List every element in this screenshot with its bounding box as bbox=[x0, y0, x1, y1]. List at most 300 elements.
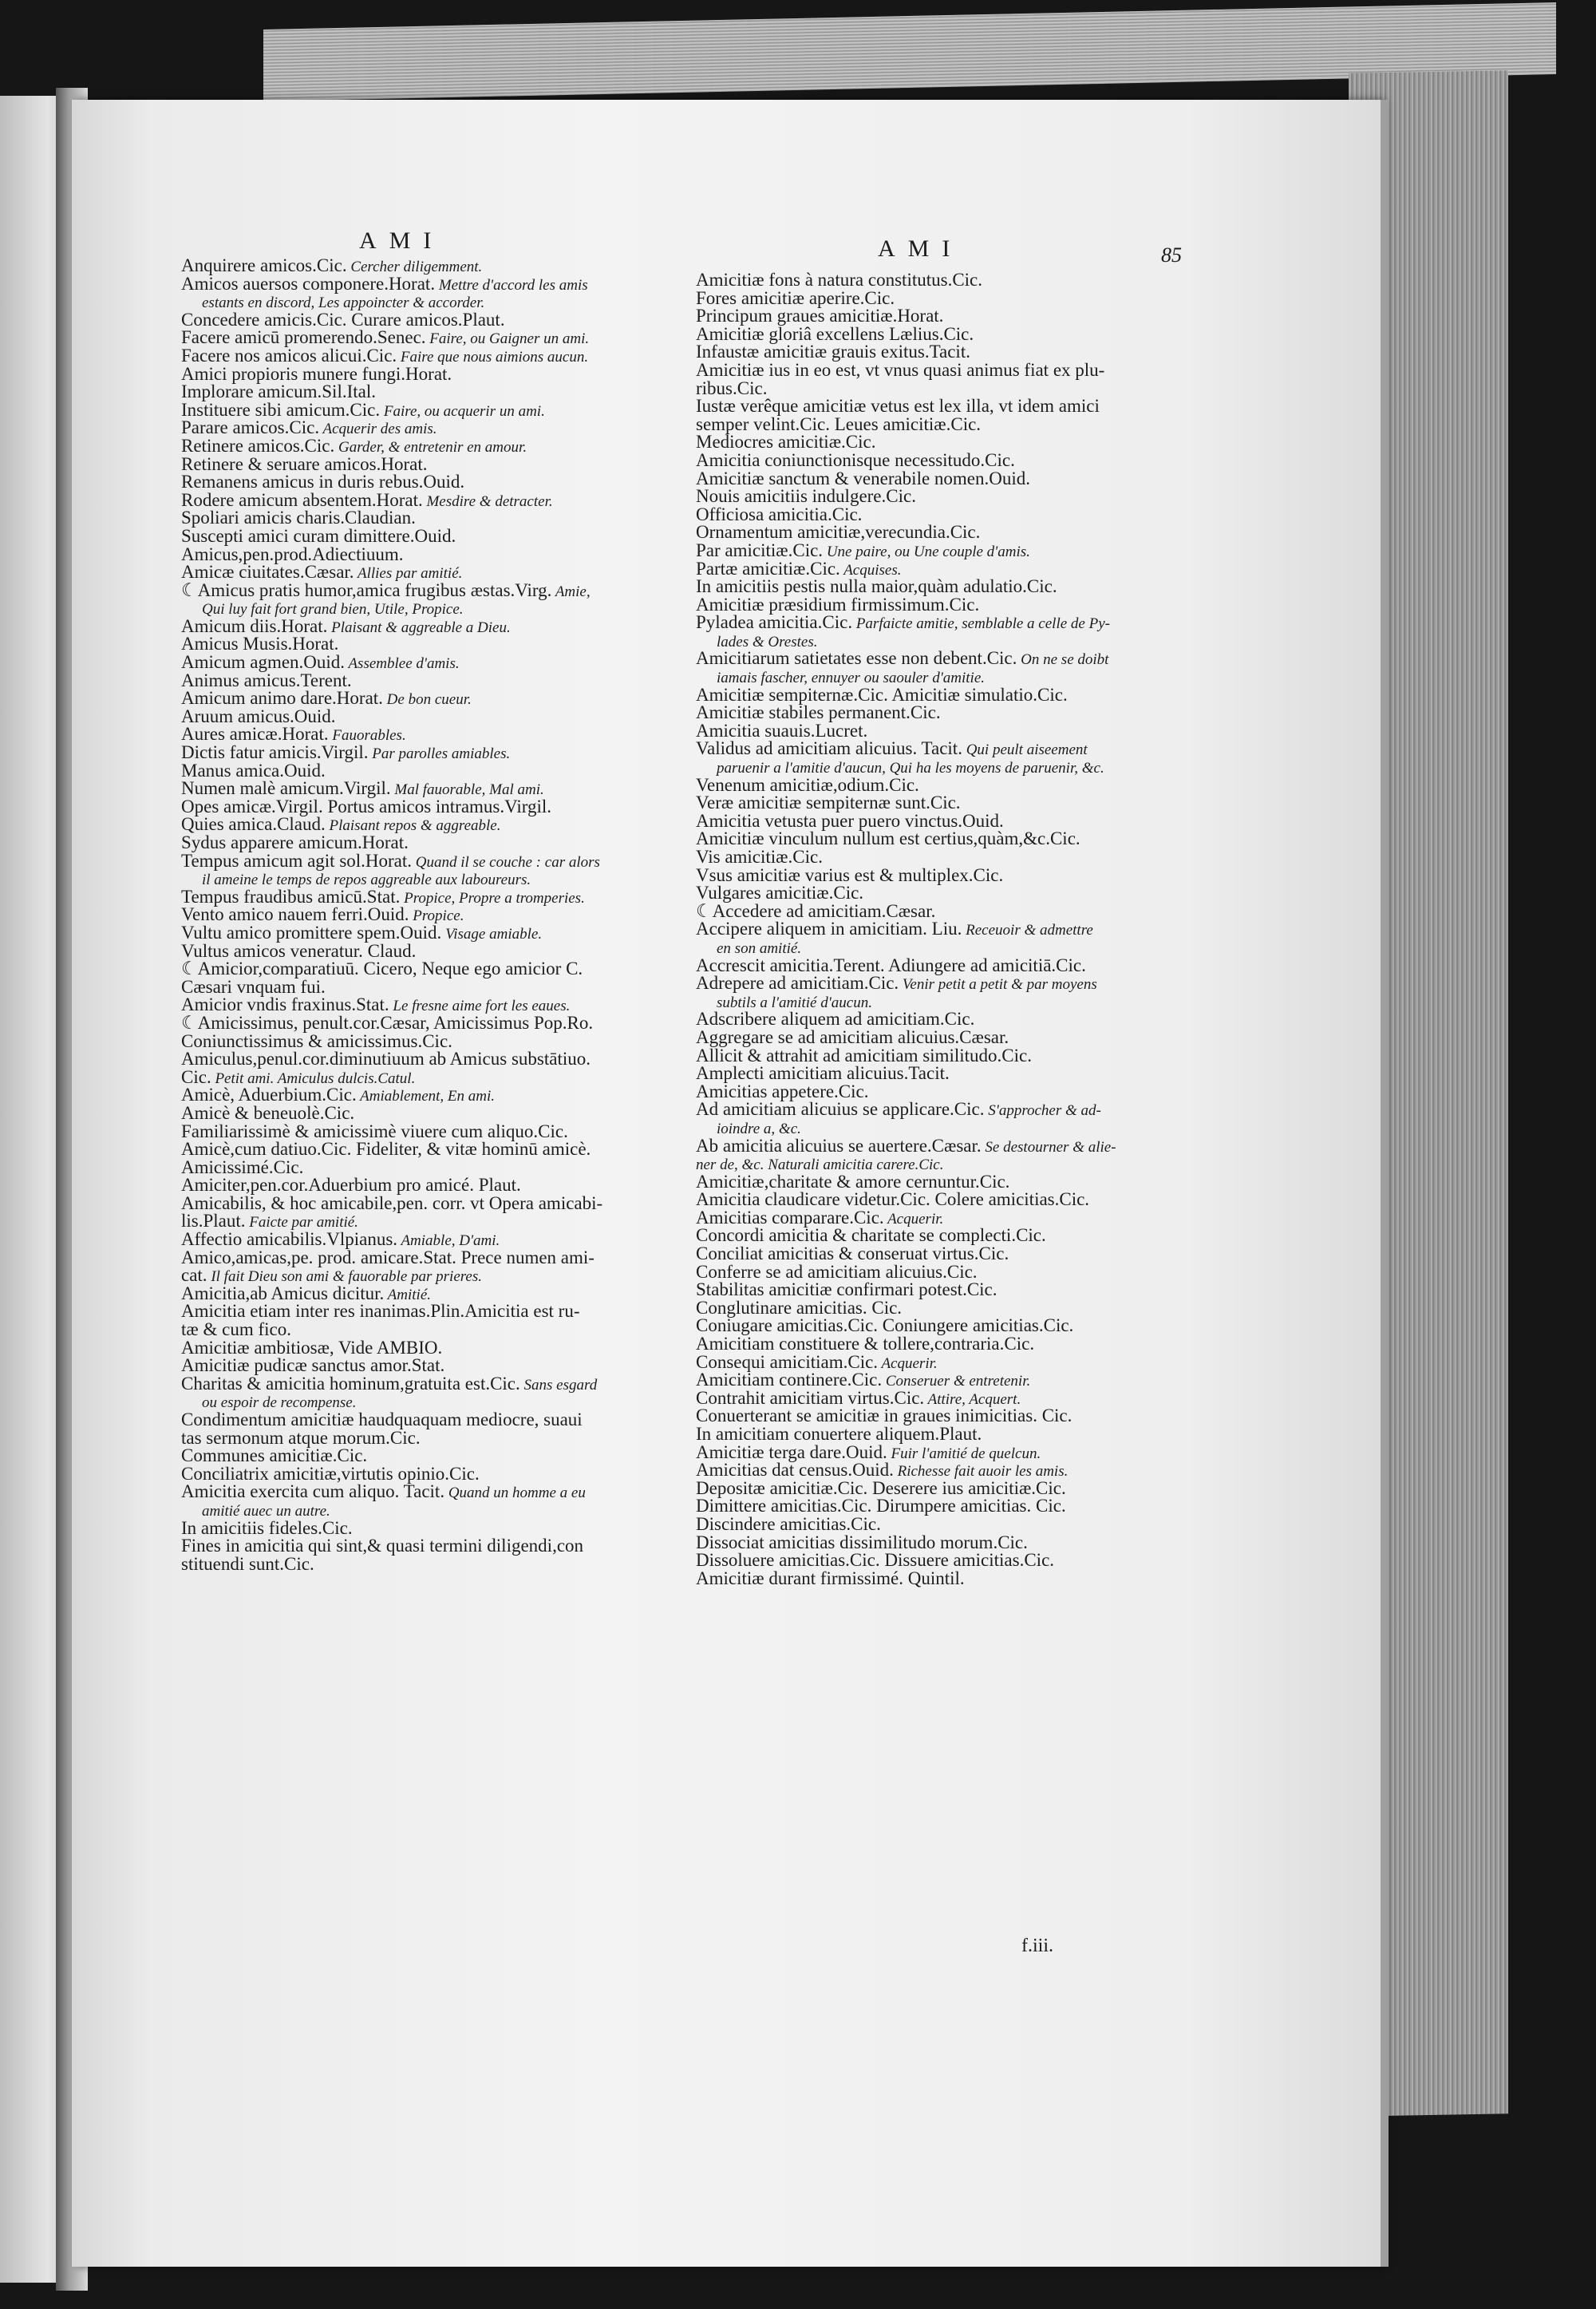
latin-text: Amicitiæ ius in eo est, vt vnus quasi animus fiat ex plu- bbox=[696, 359, 1105, 380]
french-gloss: Receuoir & admettre bbox=[962, 922, 1093, 939]
dictionary-entry bbox=[696, 1477, 1175, 1498]
latin-text: Conferre se ad amicitiam alicuius.Cic. bbox=[696, 1261, 978, 1282]
latin-text: Facere nos amicos alicui.Cic. bbox=[181, 345, 397, 366]
french-gloss: Conseruer & entretenir. bbox=[882, 1373, 1031, 1390]
dictionary-entry bbox=[696, 758, 1175, 777]
dictionary-entry bbox=[181, 437, 676, 456]
dictionary-entry bbox=[696, 957, 1175, 975]
dictionary-entry bbox=[181, 473, 676, 492]
dictionary-entry bbox=[696, 1461, 1175, 1480]
dictionary-entry bbox=[696, 506, 1175, 524]
latin-text: Principum graues amicitiæ.Horat. bbox=[696, 306, 944, 326]
dictionary-entry bbox=[181, 599, 676, 618]
dictionary-entry bbox=[181, 1429, 676, 1448]
latin-text: Amiculus,penul.cor.diminutiuum ab Amicus substātiuo. bbox=[181, 1049, 591, 1069]
latin-text: Veræ amicitiæ sempiternæ sunt.Cic. bbox=[696, 793, 961, 813]
french-gloss: paruenir a l'amitie d'aucun, Qui ha les moyens de paruenir, &c. bbox=[717, 760, 1104, 777]
dictionary-entry bbox=[181, 453, 676, 474]
latin-text: Amicus,pen.prod.Adiectiuum. bbox=[181, 544, 404, 564]
dictionary-entry bbox=[696, 830, 1175, 848]
dictionary-entry bbox=[181, 489, 676, 510]
latin-text: Amicè,cum datiuo.Cic. Fideliter, & vitæ hominū amicè. bbox=[181, 1139, 591, 1160]
page-number: 85 bbox=[1161, 243, 1182, 267]
left-text-column bbox=[181, 257, 676, 1573]
latin-text: Tempus fraudibus amicū.Stat. bbox=[181, 886, 401, 907]
french-gloss: Allies par amitié. bbox=[354, 565, 463, 583]
latin-text: Remanens amicus in duris rebus.Ouid. bbox=[181, 472, 465, 492]
dictionary-entry bbox=[696, 632, 1175, 650]
latin-text: Amicum diis.Horat. bbox=[181, 615, 328, 636]
latin-text: Condimentum amicitiæ haudquaquam mediocre, suaui bbox=[181, 1410, 583, 1429]
latin-text: Vento amico nauem ferri.Ouid. bbox=[181, 904, 409, 925]
latin-text: Amicitiæ præsidium firmissimum.Cic. bbox=[696, 594, 980, 615]
latin-text: Fores amicitiæ aperire.Cic. bbox=[696, 287, 895, 308]
latin-text: Amicitias comparare.Cic. bbox=[696, 1207, 884, 1228]
dictionary-entry bbox=[696, 1534, 1175, 1552]
french-gloss: Propice, Propre a tromperies. bbox=[400, 889, 585, 907]
dictionary-entry bbox=[696, 596, 1175, 615]
latin-text: Conglutinare amicitias. Cic. bbox=[696, 1297, 903, 1318]
dictionary-entry bbox=[181, 816, 676, 834]
running-head-left: AMI bbox=[359, 227, 444, 254]
latin-text: Instituere sibi amicum.Cic. bbox=[181, 399, 381, 420]
french-gloss: Cercher diligemment. bbox=[346, 259, 483, 275]
latin-text: Pyladea amicitia.Cic. bbox=[696, 612, 853, 633]
latin-text: stituendi sunt.Cic. bbox=[181, 1553, 314, 1574]
dictionary-entry bbox=[181, 1014, 676, 1033]
dictionary-entry bbox=[181, 329, 676, 347]
dictionary-entry bbox=[696, 1245, 1175, 1263]
dictionary-entry bbox=[181, 275, 676, 294]
dictionary-entry bbox=[181, 672, 676, 690]
french-gloss: Quand un homme a eu bbox=[444, 1485, 586, 1502]
dictionary-entry bbox=[696, 1101, 1175, 1119]
latin-text: Infaustæ amicitiæ grauis exitus.Tacit. bbox=[696, 342, 970, 362]
french-gloss: Acquises. bbox=[839, 561, 902, 579]
latin-text: Opes amicæ.Virgil. Portus amicos intramus.Virgil. bbox=[181, 796, 552, 816]
latin-text: Rodere amicum absentem.Horat. bbox=[181, 489, 423, 510]
latin-text: Allicit & attrahit ad amicitiam similitudo.Cic. bbox=[696, 1045, 1032, 1066]
latin-text: Amicissimé.Cic. bbox=[181, 1156, 304, 1177]
french-gloss: Acquerir des amis. bbox=[319, 421, 437, 438]
latin-text: Amicitia vetusta puer puero vinctus.Ouid. bbox=[696, 810, 1004, 831]
dictionary-entry bbox=[181, 1303, 676, 1321]
french-gloss: Faire, ou Gaigner un ami. bbox=[425, 330, 590, 348]
dictionary-entry bbox=[696, 812, 1175, 831]
latin-text: Facere amicū promerendo.Senec. bbox=[181, 327, 426, 348]
latin-text: Coniunctissimus & amicissimus.Cic. bbox=[181, 1030, 452, 1051]
dictionary-entry bbox=[696, 1552, 1175, 1570]
latin-text: Validus ad amicitiam alicuius. Tacit. bbox=[696, 738, 962, 759]
dictionary-entry bbox=[696, 1065, 1175, 1083]
dictionary-entry bbox=[181, 363, 676, 384]
french-gloss: amitié auec un autre. bbox=[202, 1502, 330, 1520]
latin-text: Fines in amicitia qui sint,& quasi termini diligendi,con bbox=[181, 1536, 584, 1556]
dictionary-entry bbox=[181, 401, 676, 420]
dictionary-entry bbox=[181, 579, 676, 600]
latin-text: Amicitiam constituere & tollere,contraria.Cic. bbox=[696, 1334, 1035, 1354]
french-gloss: Faire, ou acquerir un ami. bbox=[380, 402, 545, 420]
french-gloss: Plaisant & aggreable a Dieu. bbox=[327, 619, 511, 636]
dictionary-entry bbox=[181, 690, 676, 708]
dictionary-entry bbox=[181, 1102, 676, 1123]
dictionary-entry bbox=[181, 1375, 676, 1394]
latin-text: Amicum agmen.Ouid. bbox=[181, 652, 346, 673]
latin-text: Amicitiam continere.Cic. bbox=[696, 1370, 883, 1390]
latin-text: Ad amicitiam alicuius se applicare.Cic. bbox=[696, 1099, 985, 1120]
dictionary-entry bbox=[696, 1387, 1175, 1408]
latin-text: Partæ amicitiæ.Cic. bbox=[696, 558, 840, 579]
latin-text: Amicitiæ fons à natura constitutus.Cic. bbox=[696, 270, 983, 290]
dictionary-entry bbox=[696, 1570, 1175, 1588]
dictionary-entry bbox=[696, 524, 1175, 542]
latin-text: Dissoluere amicitias.Cic. Dissuere amicitias.Cic. bbox=[696, 1550, 1055, 1571]
dictionary-entry bbox=[696, 1513, 1175, 1534]
dictionary-entry bbox=[181, 257, 676, 275]
dictionary-entry bbox=[696, 686, 1175, 705]
dictionary-entry bbox=[696, 1407, 1175, 1425]
dictionary-entry bbox=[696, 939, 1175, 957]
latin-text: Ornamentum amicitiæ,verecundia.Cic. bbox=[696, 522, 981, 543]
latin-text: Parare amicos.Cic. bbox=[181, 417, 320, 438]
latin-text: semper velint.Cic. Leues amicitiæ.Cic. bbox=[696, 413, 982, 434]
dictionary-entry bbox=[181, 1212, 676, 1231]
dictionary-entry bbox=[181, 635, 676, 654]
dictionary-entry bbox=[181, 906, 676, 924]
latin-text: Aruum amicus.Ouid. bbox=[181, 706, 336, 726]
latin-text: tæ & cum fico. bbox=[181, 1319, 291, 1340]
latin-text: Amicè & beneuolè.Cic. bbox=[181, 1102, 355, 1123]
latin-text: tas sermonum atque morum.Cic. bbox=[181, 1427, 421, 1448]
latin-text: Accipere aliquem in amicitiam. Liu. bbox=[696, 919, 962, 939]
dictionary-entry bbox=[181, 1231, 676, 1249]
french-gloss: iamais fascher, ennuyer ou saouler d'amitie. bbox=[717, 670, 985, 687]
dictionary-entry bbox=[181, 798, 676, 816]
french-gloss: ioindre a, &c. bbox=[717, 1120, 801, 1137]
latin-text: In amicitiis pestis nulla maior,quàm adulatio.Cic. bbox=[696, 576, 1057, 597]
latin-text: Vsus amicitiæ varius est & multiplex.Cic. bbox=[696, 864, 1004, 885]
dictionary-entry bbox=[696, 1425, 1175, 1444]
french-gloss: S'approcher & ad- bbox=[984, 1102, 1101, 1120]
latin-text: Contrahit amicitiam virtus.Cic. bbox=[696, 1387, 925, 1408]
latin-text: Amicitiæ pudicæ sanctus amor.Stat. bbox=[181, 1355, 445, 1376]
dictionary-entry bbox=[181, 1339, 676, 1358]
dictionary-entry bbox=[181, 1321, 676, 1339]
dictionary-entry bbox=[181, 940, 676, 961]
latin-text: Amicitiæ vinculum nullum est certius,quàm,&c.Cic. bbox=[696, 828, 1080, 849]
latin-text: Retinere & seruare amicos.Horat. bbox=[181, 453, 428, 474]
french-gloss: Amiable, D'ami. bbox=[397, 1232, 500, 1250]
dictionary-entry bbox=[181, 708, 676, 726]
latin-text: Amicitia,ab Amicus dicitur. bbox=[181, 1283, 385, 1303]
latin-text: Amiciter,pen.cor.Aduerbium pro amicé. Plaut. bbox=[181, 1175, 521, 1196]
dictionary-entry bbox=[181, 996, 676, 1014]
french-gloss: Assemblee d'amis. bbox=[345, 655, 460, 673]
dictionary-entry bbox=[181, 509, 676, 528]
latin-text: ☾Amicissimus, penult.cor.Cæsar, Amicissimus Pop.Ro. bbox=[181, 1012, 594, 1033]
latin-text: Amicum animo dare.Horat. bbox=[181, 688, 383, 709]
dictionary-entry bbox=[181, 1050, 676, 1069]
dictionary-entry bbox=[181, 654, 676, 672]
dictionary-entry bbox=[181, 1465, 676, 1484]
french-gloss: Richesse fait auoir les amis. bbox=[893, 1463, 1069, 1481]
right-text-column bbox=[696, 271, 1175, 1587]
dictionary-entry bbox=[696, 380, 1175, 398]
french-gloss: De bon cueur. bbox=[382, 691, 472, 709]
latin-text: Dimittere amicitias.Cic. Dirumpere amicitias. Cic. bbox=[696, 1496, 1066, 1516]
french-gloss: Propice. bbox=[409, 907, 464, 925]
french-gloss: Amitié. bbox=[384, 1286, 432, 1303]
french-gloss: Visage amiable. bbox=[441, 925, 543, 943]
dictionary-entry bbox=[696, 323, 1175, 344]
latin-text: Aggregare se ad amicitiam alicuius.Cæsar. bbox=[696, 1026, 1009, 1047]
french-gloss: Par parolles amiables. bbox=[368, 745, 511, 763]
dictionary-entry bbox=[696, 1335, 1175, 1354]
latin-text: Anquirere amicos.Cic. bbox=[181, 255, 347, 275]
latin-text: Retinere amicos.Cic. bbox=[181, 435, 335, 456]
dictionary-entry bbox=[181, 1517, 676, 1538]
latin-text: Sydus apparere amicum.Horat. bbox=[181, 832, 409, 852]
dictionary-entry bbox=[181, 888, 676, 907]
latin-text: Concedere amicis.Cic. Curare amicos.Plaut. bbox=[181, 309, 505, 330]
dictionary-entry bbox=[696, 1227, 1175, 1245]
dictionary-entry bbox=[696, 578, 1175, 596]
latin-text: Coniugare amicitias.Cic. Coniungere amicitias.Cic. bbox=[696, 1315, 1074, 1336]
dictionary-entry bbox=[696, 560, 1175, 579]
dictionary-entry bbox=[696, 774, 1175, 795]
french-gloss: Venir petit a petit & par moyens bbox=[899, 976, 1097, 994]
dictionary-entry bbox=[696, 542, 1175, 560]
latin-text: Amicæ ciuitates.Cæsar. bbox=[181, 562, 354, 583]
latin-text: Cic. bbox=[181, 1066, 211, 1087]
dictionary-entry bbox=[181, 1123, 676, 1141]
latin-text: Vulgares amicitiæ.Cic. bbox=[696, 883, 864, 903]
french-gloss: lades & Orestes. bbox=[717, 633, 818, 650]
latin-text: Conciliatrix amicitiæ,virtutis opinio.Cic. bbox=[181, 1463, 480, 1484]
dictionary-entry bbox=[696, 614, 1175, 632]
dictionary-entry bbox=[181, 311, 676, 330]
latin-text: Amicitiæ stabiles permanent.Cic. bbox=[696, 702, 941, 723]
dictionary-entry bbox=[181, 1447, 676, 1465]
latin-text: Amicitia suauis.Lucret. bbox=[696, 720, 868, 741]
french-gloss: il ameine le temps de repos aggreable aux laboureurs. bbox=[202, 872, 531, 889]
latin-text: Vultu amico promittere spem.Ouid. bbox=[181, 922, 442, 943]
dictionary-entry bbox=[181, 1030, 676, 1051]
latin-text: Amicitiæ durant firmissimé. Quintil. bbox=[696, 1568, 965, 1588]
french-gloss: Sans esgard bbox=[519, 1376, 598, 1394]
dictionary-entry bbox=[181, 293, 676, 311]
dictionary-entry bbox=[181, 976, 676, 997]
dictionary-entry bbox=[696, 1263, 1175, 1282]
dictionary-entry bbox=[696, 433, 1175, 452]
dictionary-entry bbox=[696, 900, 1175, 921]
dictionary-entry bbox=[696, 1209, 1175, 1228]
french-gloss: Se destourner & alie- bbox=[981, 1138, 1116, 1156]
latin-text: Par amicitiæ.Cic. bbox=[696, 540, 824, 560]
latin-text: ribus.Cic. bbox=[696, 378, 768, 398]
latin-text: lis.Plaut. bbox=[181, 1211, 246, 1232]
dictionary-entry bbox=[181, 546, 676, 564]
latin-text: Adrepere ad amicitiam.Cic. bbox=[696, 973, 899, 994]
dictionary-entry bbox=[181, 1285, 676, 1303]
french-gloss: Acquerir. bbox=[883, 1210, 944, 1228]
latin-text: ☾Amicus pratis humor,amica frugibus æstas.Virg. bbox=[181, 579, 552, 600]
latin-text: Amplecti amicitiam alicuius.Tacit. bbox=[696, 1063, 950, 1084]
dictionary-entry bbox=[696, 1371, 1175, 1390]
latin-text: Amicitias appetere.Cic. bbox=[696, 1081, 869, 1101]
dictionary-entry bbox=[696, 704, 1175, 722]
french-gloss: Fuir l'amitié de quelcun. bbox=[887, 1445, 1041, 1462]
dictionary-entry bbox=[181, 615, 676, 636]
dictionary-entry bbox=[181, 1249, 676, 1267]
french-gloss: ner de, &c. Naturali amicitia carere.Cic. bbox=[696, 1156, 944, 1174]
dictionary-entry bbox=[181, 383, 676, 401]
latin-text: Amicitiæ sanctum & venerabile nomen.Ouid. bbox=[696, 468, 1031, 488]
latin-text: cat. bbox=[181, 1265, 207, 1286]
latin-text: Amicabilis, & hoc amicabile,pen. corr. vt Opera amicabi- bbox=[181, 1192, 603, 1213]
latin-text: Communes amicitiæ.Cic. bbox=[181, 1445, 368, 1466]
dictionary-entry bbox=[696, 1026, 1175, 1047]
dictionary-entry bbox=[696, 1155, 1175, 1173]
dictionary-entry bbox=[696, 413, 1175, 434]
dictionary-entry bbox=[696, 1351, 1175, 1372]
latin-text: Officiosa amicitia.Cic. bbox=[696, 504, 863, 524]
french-gloss: ou espoir de recompense. bbox=[202, 1394, 357, 1412]
french-gloss: Faicte par amitié. bbox=[245, 1214, 358, 1232]
dictionary-entry bbox=[181, 1483, 676, 1501]
latin-text: Discindere amicitias.Cic. bbox=[696, 1513, 881, 1534]
dictionary-entry bbox=[696, 1299, 1175, 1318]
latin-text: ☾Amicior,comparatiuū. Cicero, Neque ego amicior C. bbox=[181, 959, 583, 979]
dictionary-entry bbox=[696, 287, 1175, 308]
latin-text: Adscribere aliquem ad amicitiam.Cic. bbox=[696, 1009, 975, 1030]
dictionary-entry bbox=[181, 1141, 676, 1159]
dictionary-entry bbox=[181, 924, 676, 943]
dictionary-entry bbox=[181, 1066, 676, 1087]
french-gloss: Mettre d'accord les amis bbox=[435, 276, 588, 294]
french-gloss: Qui peult aiseement bbox=[962, 741, 1088, 759]
dictionary-entry bbox=[696, 1047, 1175, 1066]
french-gloss: Attire, Acquert. bbox=[924, 1390, 1021, 1408]
dictionary-entry bbox=[181, 762, 676, 781]
dictionary-entry bbox=[181, 1537, 676, 1556]
latin-text: Amicior vndis fraxinus.Stat. bbox=[181, 994, 389, 1015]
latin-text: Amicitiarum satietates esse non debent.Cic. bbox=[696, 648, 1017, 669]
latin-text: Amicitiæ,charitate & amore cernuntur.Cic. bbox=[696, 1171, 1010, 1192]
dictionary-entry bbox=[696, 668, 1175, 686]
latin-text: Vis amicitiæ.Cic. bbox=[696, 847, 823, 867]
dictionary-entry bbox=[696, 470, 1175, 488]
latin-text: Cæsari vnquam fui. bbox=[181, 976, 326, 997]
dictionary-entry bbox=[696, 864, 1175, 885]
latin-text: Vultus amicos veneratur. Claud. bbox=[181, 940, 417, 961]
latin-text: Amicitias dat census.Ouid. bbox=[696, 1460, 894, 1481]
dictionary-entry bbox=[181, 1553, 676, 1574]
latin-text: Amicus Musis.Horat. bbox=[181, 634, 339, 654]
french-gloss: Plaisant repos & aggreable. bbox=[325, 817, 501, 835]
dictionary-entry bbox=[696, 1317, 1175, 1335]
latin-text: Amicitiæ terga dare.Ouid. bbox=[696, 1441, 887, 1462]
dictionary-entry bbox=[696, 993, 1175, 1011]
french-gloss: Petit ami. Amiculus dulcis.Catul. bbox=[211, 1069, 416, 1087]
dictionary-entry bbox=[181, 1501, 676, 1520]
french-gloss: Faire que nous aimions aucun. bbox=[397, 348, 589, 366]
latin-text: In amicitiis fideles.Cic. bbox=[181, 1517, 353, 1538]
latin-text: Ab amicitia alicuius se auertere.Cæsar. bbox=[696, 1135, 982, 1156]
dictionary-entry bbox=[696, 488, 1175, 506]
dictionary-entry bbox=[696, 1191, 1175, 1209]
dictionary-entry bbox=[696, 920, 1175, 939]
latin-text: Numen malè amicum.Virgil. bbox=[181, 778, 391, 799]
latin-text: Depositæ amicitiæ.Cic. Deserere ius amicitiæ.Cic. bbox=[696, 1477, 1066, 1498]
dictionary-entry bbox=[181, 1086, 676, 1105]
dictionary-entry bbox=[696, 884, 1175, 903]
french-gloss: Fauorables. bbox=[328, 727, 406, 745]
french-gloss: Mal fauorable, Mal ami. bbox=[390, 781, 544, 799]
dictionary-entry bbox=[696, 1083, 1175, 1101]
dictionary-entry bbox=[181, 744, 676, 762]
latin-text: Suscepti amici curam dimittere.Ouid. bbox=[181, 525, 456, 546]
dictionary-entry bbox=[696, 794, 1175, 812]
latin-text: Dictis fatur amicis.Virgil. bbox=[181, 742, 369, 763]
dictionary-entry bbox=[696, 1119, 1175, 1137]
dictionary-entry bbox=[181, 960, 676, 979]
latin-text: Amicitia claudicare videtur.Cic. Colere amicitias.Cic. bbox=[696, 1189, 1090, 1210]
dictionary-entry bbox=[696, 740, 1175, 758]
dictionary-entry bbox=[181, 1357, 676, 1375]
french-gloss: Amiablement, En ami. bbox=[356, 1088, 496, 1105]
dictionary-entry bbox=[181, 563, 676, 582]
dictionary-entry bbox=[181, 419, 676, 437]
french-gloss: Acquerir. bbox=[878, 1354, 938, 1372]
french-gloss: Qui luy fait fort grand bien, Utile, Propice. bbox=[202, 601, 464, 619]
latin-text: Conciliat amicitias & conseruat virtus.Cic. bbox=[696, 1243, 1009, 1264]
dictionary-entry bbox=[181, 834, 676, 852]
latin-text: Amicitia coniunctionisque necessitudo.Cic. bbox=[696, 449, 1015, 470]
dictionary-entry bbox=[696, 307, 1175, 326]
dictionary-entry bbox=[696, 848, 1175, 867]
dictionary-entry bbox=[696, 397, 1175, 416]
latin-text: Manus amica.Ouid. bbox=[181, 760, 326, 781]
latin-text: Spoliari amicis charis.Claudian. bbox=[181, 508, 416, 528]
latin-text: Aures amicæ.Horat. bbox=[181, 724, 329, 745]
dictionary-entry bbox=[696, 1441, 1175, 1462]
latin-text: Amicitia etiam inter res inanimas.Plin.Amicitia est ru- bbox=[181, 1301, 580, 1322]
dictionary-entry bbox=[696, 271, 1175, 290]
latin-text: Quies amica.Claud. bbox=[181, 814, 326, 835]
latin-text: Dissociat amicitias dissimilitudo morum.Cic. bbox=[696, 1532, 1028, 1552]
dictionary-entry bbox=[181, 1411, 676, 1429]
dictionary-entry bbox=[696, 650, 1175, 668]
latin-text: In amicitiam conuertere aliquem.Plaut. bbox=[696, 1424, 982, 1444]
latin-text: Charitas & amicitia hominum,gratuita est.Cic. bbox=[181, 1373, 520, 1394]
dictionary-entry bbox=[181, 1267, 676, 1285]
latin-text: Tempus amicum agit sol.Horat. bbox=[181, 850, 413, 871]
latin-text: Implorare amicum.Sil.Ital. bbox=[181, 382, 376, 402]
latin-text: Amicè, Aduerbium.Cic. bbox=[181, 1085, 357, 1105]
latin-text: Amicitiæ sempiternæ.Cic. Amicitiæ simulatio.Cic. bbox=[696, 684, 1068, 705]
latin-text: Nouis amicitiis indulgere.Cic. bbox=[696, 486, 916, 507]
dictionary-entry bbox=[181, 780, 676, 798]
french-gloss: Une paire, ou Une couple d'amis. bbox=[823, 543, 1030, 560]
latin-text: Amicitiæ gloriâ excellens Lælius.Cic. bbox=[696, 323, 974, 344]
latin-text: Consequi amicitiam.Cic. bbox=[696, 1351, 879, 1372]
dictionary-entry bbox=[181, 726, 676, 744]
dictionary-entry bbox=[696, 1281, 1175, 1299]
dictionary-entry bbox=[181, 852, 676, 871]
latin-text: Conuerterant se amicitiæ in graues inimicitias. Cic. bbox=[696, 1406, 1073, 1426]
dictionary-entry bbox=[181, 1192, 676, 1213]
